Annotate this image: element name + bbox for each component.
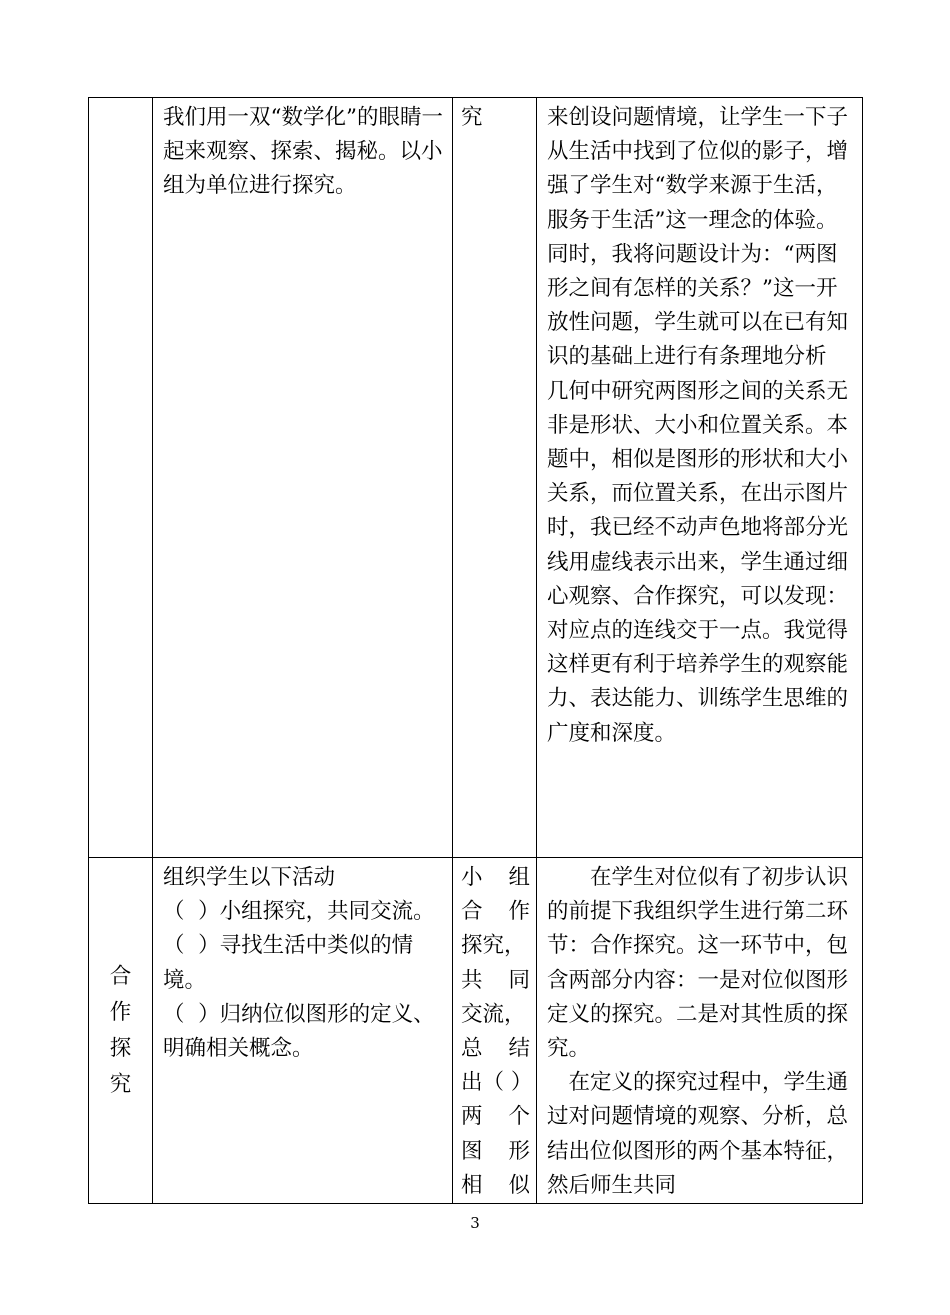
activity-text: （ ）小组探究，共同交流。 — [163, 899, 435, 925]
activity-text: （ ）归纳位似图形的定义、明确相关概念。 — [163, 1001, 435, 1062]
method-line: 总 结 — [461, 1036, 530, 1062]
table-row — [89, 98, 863, 858]
method-line: 图 形 — [461, 1138, 530, 1164]
method-line: 交流， — [461, 1001, 526, 1027]
method-line: 究 — [461, 105, 483, 130]
method-line: 探究， — [461, 933, 526, 959]
method-line: 共 同 — [461, 967, 530, 993]
table-row — [89, 858, 863, 1204]
lesson-plan-table — [88, 97, 863, 1204]
method-cell — [453, 858, 537, 1204]
intent-cell — [537, 98, 863, 858]
method-cell — [453, 98, 537, 858]
activity-cell — [153, 98, 453, 858]
intent-text: 在定义的探究过程中，学生通过对问题情境的观察、分析，总结出位似图形的两个基本特征，然后师生共同 — [547, 1070, 849, 1198]
category-cell — [89, 858, 153, 1204]
activity-text: 我们用一双“数学化”的眼睛一起来观察、探索、揭秘。以小组为单位进行探究。 — [163, 105, 443, 199]
method-line: 相 似 — [461, 1172, 530, 1198]
activity-text: 组织学生以下活动 — [163, 865, 336, 890]
activity-text: （ ）寻找生活中类似的情境。 — [163, 933, 414, 993]
category-char: 探 — [109, 1035, 132, 1061]
activity-cell — [153, 858, 453, 1204]
category-char: 究 — [109, 1071, 132, 1097]
method-line: 出（ ） — [461, 1070, 533, 1096]
category-cell — [89, 98, 153, 858]
intent-cell — [537, 858, 863, 1204]
method-line: 合 作 — [461, 899, 530, 925]
page-number: 3 — [470, 1214, 480, 1232]
method-line: 两 个 — [461, 1104, 530, 1130]
intent-text: 在学生对位似有了初步认识的前提下我组织学生进行第二环节：合作探究。这一环节中，包含两部分内容：一是对位似图形定义的探究。二是对其性质的探究。 — [547, 865, 849, 1062]
category-char: 合 — [109, 963, 132, 989]
intent-text: 来创设问题情境，让学生一下子从生活中找到了位似的影子，增强了学生对“数学来源于生活，服务于生活”这一理念的体验。同时，我将问题设计为：“两图形之间有怎样的关系？”这一开放性问题，学生就可以在已有知识的基础上进行有条理地分析 几何中研究两图形之间的关系无非是形状、大小和位置关系。本题中，相似是图形的形状和大小关系，而位置关系，在出示图片时，我已经不动声色地将部分光线用虚线表示出来，学生通过细心观察、合作探究，可以发现：对应点的连线交于一点。我觉得这样更有利于培养学生的观察能力、表达能力、训练学生思维的广度和深度。 — [547, 105, 849, 746]
category-char: 作 — [109, 999, 132, 1025]
method-line: 小 组 — [461, 865, 530, 890]
